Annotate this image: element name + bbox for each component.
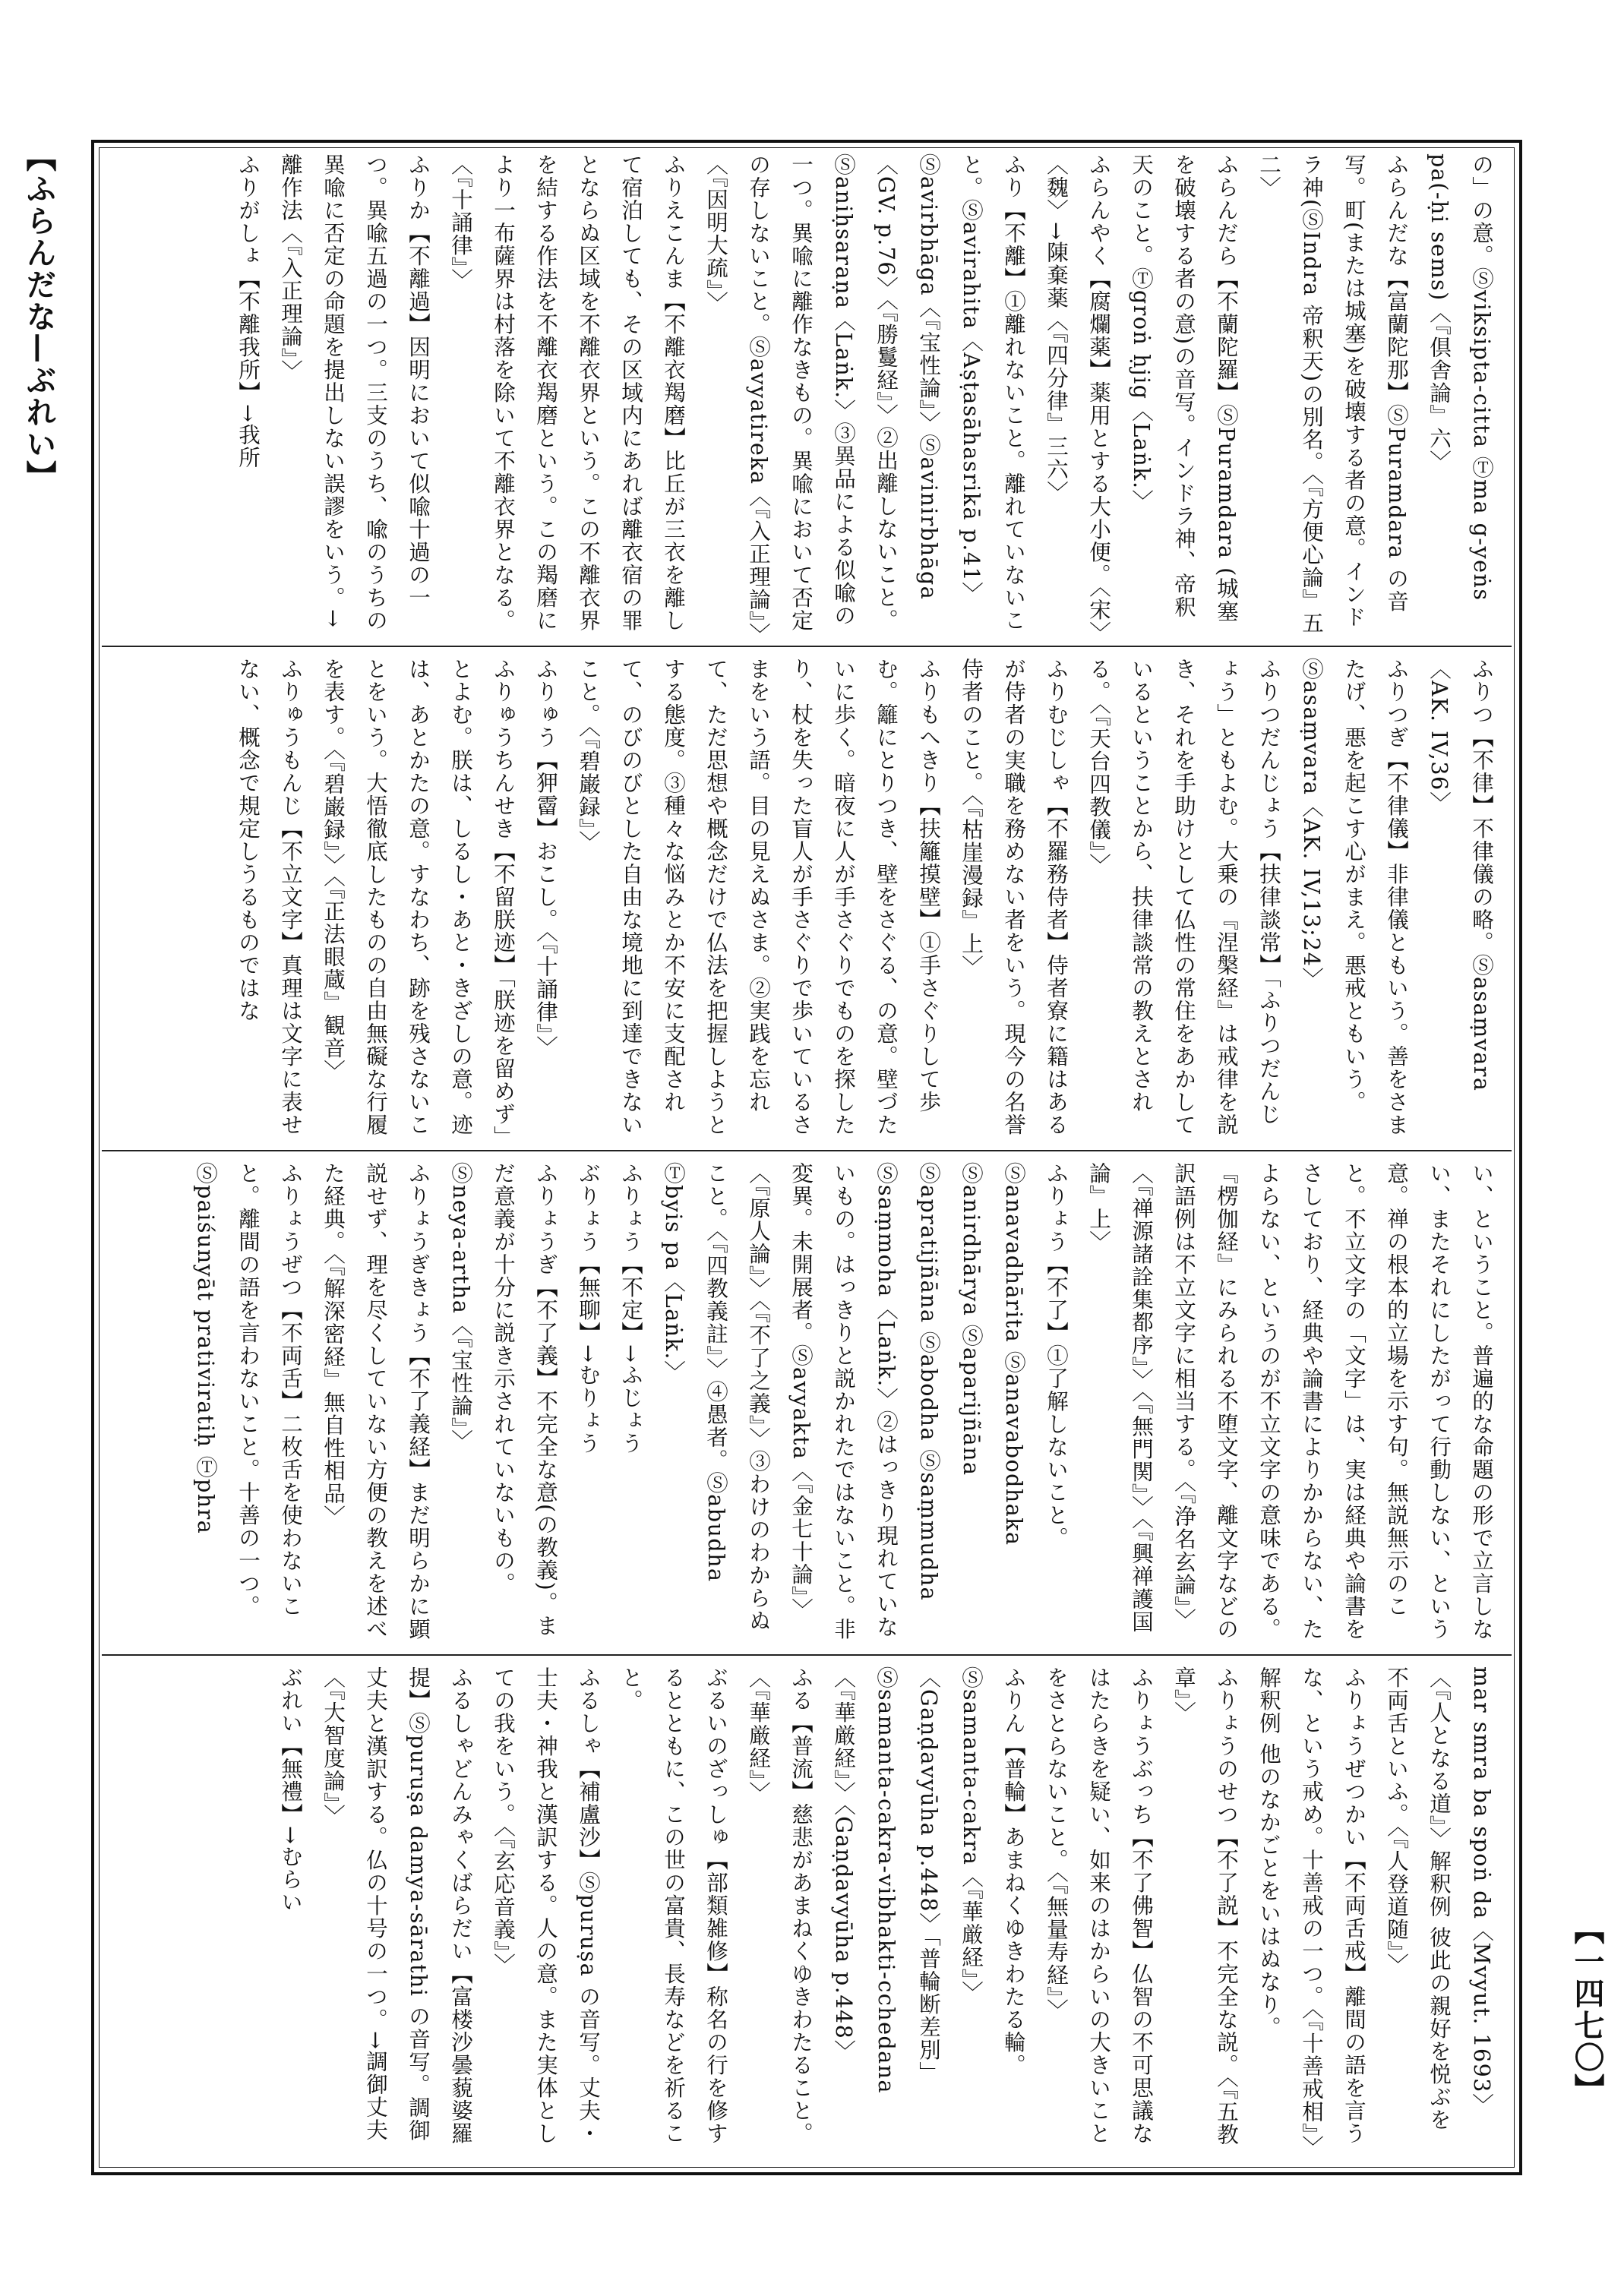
dictionary-entry: ふりょうのせつ【不了説】不完全な説。〈『五教章』〉 (1171, 1666, 1239, 2146)
tier-3 (111, 1162, 1502, 1644)
running-head (15, 141, 61, 491)
dictionary-entry: ふりゅうちんせき【不留朕迹】「朕迹を留めず」とよむ。朕は、しるし・あと・きざしの意。迹は、あとかたの意。すなわち、跡を残さないことをいう。大悟徹底したものの自由無礙な行履を表す。〈『碧巌録』〉〈『正法眼蔵』観音〉 (321, 658, 516, 1138)
dictionary-entry: ふり【不離】①離れないこと。離れていないこと。Ⓢavirahita〈Aṣṭasāhasrikā p.41〉Ⓢavirbhāga〈『宝性論』〉Ⓢavinirbhāga〈GV. p.76〉〈『勝鬘経』〉②出離しないこと。Ⓢaniḥsaraṇa〈Laṅk.〉③異品による似喩の一つ。異喩に離作なきもの。異喩において否定の存しないこと。Ⓢavyatireka〈『入正理論』〉〈『因明大疏』〉 (703, 153, 1026, 635)
dictionary-entry: い、ということ。普遍的な命題の形で立言しない、またそれにしたがって行動しない、という意。禅の根本的立場を示す句。無説無示のこと。不立文字の「文字」は、実は経典や論書をさしており、経典や論書によりかからない、たよらない、というのが不立文字の意味である。『楞伽経』にみられる不堕文字、離文字などの訳語例は不立文字に相当する。〈『浄名玄論』〉〈『禅源諸詮集都序』〉〈『無門関』〉〈『興禅護国論』上〉 (1086, 1162, 1494, 1641)
running-head-text: 【ふらんだな—ぶれい】 (21, 141, 57, 492)
dictionary-entry: ふりゅう【狎霤】おこし。〈『十誦律』〉 (533, 658, 558, 1059)
dictionary-entry: ふりょうぜつ【不両舌】二枚舌を使わないこと。離間の語を言わないこと。十善の一つ。Ⓢpaiśunyāt prativiratiḥ Ⓣphra (193, 1162, 303, 1618)
dictionary-entry: ふりん【普輪】あまねくゆきわたる輪。Ⓢsamanta-cakra〈『華厳経』〉〈Gaṇḍavyūha p.448〉「普輪断差別」Ⓢsamanta-cakra-vibhakti-cchedana〈『華厳経』〉〈Gaṇḍavyūha p.448〉 (831, 1666, 1026, 2095)
dictionary-entry: ふりえこんま【不離衣羯磨】比丘が三衣を離して宿泊しても、その区域内にあれば離衣宿の罪とならぬ区域を不離衣界という。この不離衣界を結する作法を不離衣羯磨という。この羯磨により一布薩界は村落を除いて不離衣界となる。〈『十誦律』〉 (448, 153, 686, 632)
dictionary-entry: ぶれい【無禮】→むらい (278, 1666, 303, 1914)
dictionary-entry: ふりょう【不了】①了解しないこと。Ⓢanavadhārita Ⓢanavabodhaka Ⓢanirdhārya Ⓢaparijñāna Ⓢapratijñāna Ⓢabodha Ⓢsaṃmudha Ⓢsaṃmoha〈Laṅk.〉②はっきり現れていないもの。はっきりと説かれたではないこと。非変異。未開展者。Ⓢavyakta〈『金七十論』〉〈『原人論』〉〈『不了之義』〉③わけのわからぬこと。〈『四教義註』〉④愚者。Ⓢabudha Ⓣbyis pa〈Laṅk.〉 (661, 1162, 1069, 1641)
dictionary-entry: ふりつ【不律】不律儀の略。Ⓢasaṃvara〈AK. IV,36〉 (1427, 658, 1494, 1092)
dictionary-entry: ふりょうぶっち【不了佛智】仏智の不可思議なはたらきを疑い、如来のはからいの大きいことをさとらないこと。〈『無量寿経』〉 (1044, 1666, 1154, 2145)
dictionary-entry: ふりゅうもんじ【不立文字】真理は文字に表せない、概念で規定しうるものではな (235, 658, 303, 1136)
dictionary-entry: ふりつぎ【不律儀】非律儀ともいう。善をさまたげ、悪を起こす心がまえ。悪戒ともいう。Ⓢasaṃvara〈AK. IV,13;24〉 (1299, 658, 1409, 1136)
dictionary-entry: ふりむじしゃ【不羅務侍者】侍者寮に籍はあるが侍者の実職を務めない者をいう。現今の名誉侍者のこと。〈『枯崖漫録』上〉 (959, 658, 1069, 1136)
tier-divider (102, 1150, 1512, 1151)
dictionary-entry: ふりょう【不定】→ふじょう (618, 1162, 643, 1455)
tier-divider (102, 646, 1512, 647)
dictionary-entry: ふらんだな【富蘭陀那】ⓈPuramdara の音写。町(または城塞)を破壊する者の意。インドラ神(ⓈIndra 帝釈天)の別名。〈『方便心論』五二〉 (1256, 153, 1409, 635)
dictionary-entry: ふりもへきり【扶籬摸壁】①手さぐりして歩む。籬にとりつき、壁をさぐる、の意。壁づたいに歩く。暗夜に人が手さぐりでものを探したり、杖を失った盲人が手さぐりで歩いているさまをいう語。目の見えぬさま。②実践を忘れて、ただ思想や概念だけで仏法を把握しようとする態度。③種々な悩みとか不安に支配されて、のびのびとした自由な境地に到達できないこと。〈『碧巌録』〉 (576, 658, 941, 1136)
dictionary-entry: ふりょうぎきょう【不了義経】まだ明らかに顕説せず、理を尽くしていない方便の教えを述べた経典。〈『解深密経』無自性相品〉 (321, 1162, 431, 1641)
dictionary-entry: ふりょうぎ【不了義】不完全な意(の教義)。まだ意義が十分に説き示されていないもの。Ⓢneya-artha〈『宝性論』〉 (448, 1162, 558, 1638)
dictionary-frame (91, 140, 1522, 2175)
dictionary-entry: ふらんやく【腐爛薬】薬用とする大小便。〈宋〉〈魏〉→陳棄薬〈『四分律』三六〉 (1044, 153, 1111, 633)
dictionary-entry: ふらんだら【不蘭陀羅】ⓈPuramdara (城塞を破壊する者の意)の音写。インドラ神、帝釈天のこと。Ⓣgroṅ ḥjig〈Laṅk.〉 (1129, 153, 1239, 623)
dictionary-entry: ふりがしょ【不離我所】→我所 (235, 153, 261, 469)
page-number-text: 【一四七〇】 (1569, 1914, 1605, 2105)
dictionary-entry: ふりか【不離過】因明において似喩十過の一つ。異喩五過の一つ。三支のうち、喩のうちの異喩に否定の命題を提出しない誤謬をいう。→離作法〈『入正理論』〉 (278, 153, 431, 632)
tier-4 (111, 1666, 1502, 2149)
dictionary-entry: ふる【普流】慈悲があまねくゆきわたること。〈『華厳経』〉 (746, 1666, 814, 2145)
dictionary-entry: ふりょうぜつかい【不両舌戒】離間の語を言うな、という戒め。十善戒の一つ。〈『十善戒相』〉解釈例 他のなかごとをいはぬなり。 (1256, 1666, 1366, 2147)
dictionary-entry: ふるしゃどんみゃくばらだい【富楼沙曇藐婆羅提】Ⓢpuruṣa damya-sārathi の音写。調御丈夫と漢訳する。仏の十号の一つ。→調御丈夫〈『大智度論』〉 (321, 1666, 473, 2145)
dictionary-entry: mar smra ba spoṅ da〈Mvyut. 1693〉〈『人となる道』〉解釈例 彼此の親好を悦ぶを不両舌といふ。〈『人登道随』〉 (1384, 1666, 1494, 2132)
tier-3-text (184, 1162, 1502, 1644)
dictionary-entry: の」の意。Ⓢviksipta-citta Ⓣma g-yeṅs pa(-ḥi sems)〈『倶舎論』六〉 (1427, 153, 1494, 602)
tier-divider (102, 1654, 1512, 1656)
dictionary-entry: ぶるいのざっしゅ【部類雑修】称名の行を修するとともに、この世の富貴、長寿などを祈ること。 (618, 1666, 728, 2145)
dictionary-entry: ふるしゃ【補盧沙】Ⓢpuruṣa の音写。丈夫・士夫・神我と漢訳する。人の意。また実体としての我をいう。〈『玄応音義』〉 (491, 1666, 601, 2145)
tier-1 (111, 153, 1502, 636)
tier-1-text (226, 153, 1502, 636)
tier-2 (111, 658, 1502, 1140)
page-number (1563, 1914, 1609, 2105)
tier-4-text (269, 1666, 1502, 2149)
dictionary-entry: ふりつだんじょう【扶律談常】「ふりつだんじょう」ともよむ。大乗の『涅槃経』は戒律を説き、それを手助けとして仏性の常住をあかしているということから、扶律談常の教えとされる。〈『天台四教儀』〉 (1086, 658, 1281, 1136)
dictionary-entry: ぶりょう【無聊】→むりょう (576, 1162, 601, 1455)
tier-2-text (226, 658, 1502, 1140)
